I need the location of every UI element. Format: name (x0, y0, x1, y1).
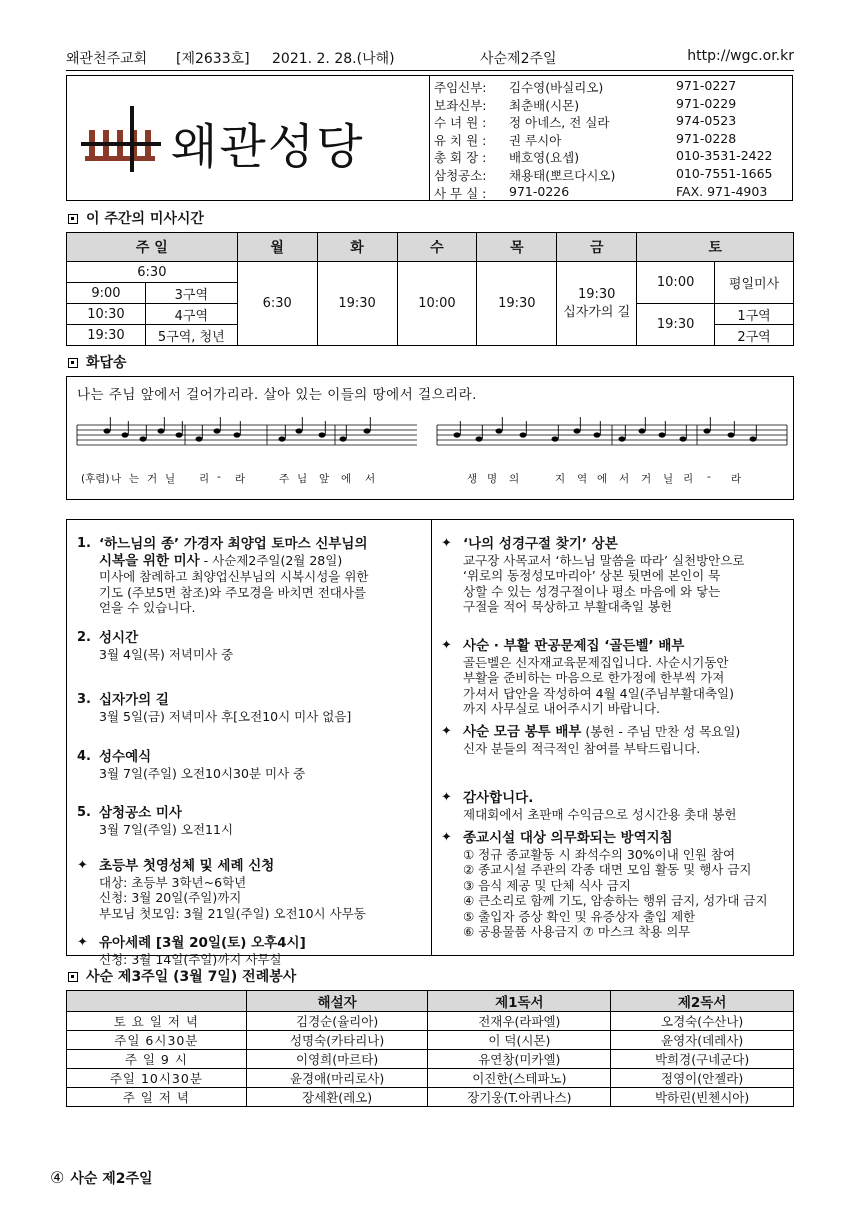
notice-line: 3월 7일(주일) 오전10시30분 미사 중 (99, 765, 306, 781)
issue-number: [제2633호] (176, 51, 250, 67)
notice-line: 상할 수 있는 성경구절이나 평소 마음에 와 닿는 (463, 583, 721, 599)
psalm-lyric-syllable: 리 (683, 473, 694, 485)
notice-title: ‘하느님의 종’ 가경자 최양업 토마스 신부님의 (99, 536, 368, 552)
contact-phone: 971-0228 (676, 130, 737, 146)
notice-item (77, 536, 422, 616)
psalm-lyric-syllable: (후렴) (81, 473, 110, 485)
liturgy-server: 이진한(스테파노) (428, 1069, 611, 1088)
notice-bullet: 3. (77, 692, 91, 707)
psalm-lyric-syllable: 라 (235, 473, 246, 485)
contact-name: 김수영(바실리오) (509, 80, 604, 95)
saturday-note: 2구역 (715, 325, 794, 346)
day-sunday: 주 일 (67, 233, 238, 262)
notice-title-2: 시복을 위한 미사 (99, 552, 200, 569)
psalm-lyric-syllable: 지 (555, 473, 566, 485)
liturgy-mass-time: 주 일 9 시 (67, 1050, 247, 1069)
psalm-lyric-syllable: 에 (341, 473, 352, 485)
notice-line: 까지 사무실로 내어주시기 바랍니다. (463, 701, 661, 716)
psalm-box (66, 376, 794, 500)
psalm-lyric-syllable: 라 (731, 473, 742, 485)
notice-title: 초등부 첫영성체 및 세례 신청 (99, 858, 275, 874)
psalm-lyric-syllable: 에 (597, 473, 608, 485)
notice-line: 구절을 적어 묵상하고 부활대축일 봉헌 (463, 599, 673, 614)
liturgy-table (66, 990, 794, 1107)
saturday-note: 평일미사 (715, 262, 794, 304)
notice-item (77, 630, 422, 662)
psalm-lyric-syllable: 는 (129, 473, 140, 485)
notice-title: 성시간 (99, 630, 139, 646)
liturgy-server: 이영희(마르타) (246, 1050, 428, 1069)
liturgy-row (67, 1088, 794, 1107)
notice-bullet: 4. (77, 749, 91, 764)
liturgy-server: 오경숙(수산나) (611, 1012, 794, 1031)
liturgy-row (67, 1050, 794, 1069)
liturgy-mass-time: 주일 10시30분 (67, 1069, 247, 1088)
section-square-icon (68, 358, 78, 368)
contact-role: 유 치 원 : (434, 132, 487, 148)
liturgy-server: 유연창(미카엘) (428, 1050, 611, 1069)
notice-line: 신청: 3월 20일(주일)까지 (99, 890, 242, 905)
contact-name: 정 아네스, 전 실라 (509, 115, 610, 131)
psalm-lyric-syllable: 나 (111, 473, 122, 485)
psalm-lyric-syllable: 닐 (165, 473, 176, 485)
thursday-time: 19:30 (477, 262, 557, 346)
notice-line: 골든벨은 신자재교육문제집입니다. 사순시기동안 (463, 654, 729, 670)
notice-item (441, 638, 786, 717)
psalm-text: 나는 주님 앞에서 걸어가리라. 살아 있는 이들의 땅에서 걸으리라. (77, 387, 477, 403)
parish-url[interactable]: http://wgc.or.kr (687, 48, 794, 64)
notice-title: 유아세례 [3월 20일(토) 오후4시] (99, 935, 306, 951)
notice-title: ‘나의 성경구절 찾기’ 상본 (463, 536, 618, 552)
notice-title: 사순 모금 봉투 배부 (463, 724, 582, 740)
bulletin-header (66, 48, 794, 71)
issue-date: 2021. 2. 28.(나해) (272, 51, 395, 67)
notice-item (441, 724, 786, 756)
notice-line: ② 종교시설 주관의 각종 대면 모임 활동 및 행사 금지 (463, 862, 752, 877)
liturgy-server: 성명숙(카타리나) (246, 1031, 428, 1050)
psalm-lyric-syllable: - (217, 471, 221, 483)
notice-title-tail: - 사순제2주일(2월 28일) (199, 552, 343, 568)
notice-bullet: ✦ (77, 935, 88, 950)
psalm-lyric-syllable: 주 (279, 473, 290, 485)
contact-phone: FAX. 971-4903 (676, 183, 768, 199)
wednesday-time: 10:00 (397, 262, 477, 346)
notice-title-tail: (봉헌 - 주님 만찬 성 목요일) (581, 724, 741, 739)
parish-logo (67, 76, 430, 200)
liturgy-header-reading2: 제2독서 (611, 991, 794, 1012)
notice-item (77, 935, 422, 967)
liturgy-mass-time: 주 일 저 녁 (67, 1088, 247, 1107)
psalm-section-heading: 화답송 (68, 352, 127, 372)
notice-bullet: ✦ (441, 830, 452, 845)
contact-role: 주임신부: (434, 80, 487, 95)
liturgy-mass-time: 토 요 일 저 녁 (67, 1012, 247, 1031)
saturday-note: 1구역 (715, 304, 794, 325)
notice-line: ③ 음식 제공 및 단체 식사 금지 (463, 877, 631, 893)
parish-logo-text: 왜관성당 (171, 119, 365, 175)
day-friday: 금 (557, 233, 637, 262)
notice-item (77, 749, 422, 781)
contact-phone: 971-0227 (676, 78, 737, 93)
notice-line: 얻을 수 있습니다. (99, 600, 196, 615)
notice-line: 3월 7일(주일) 오전11시 (99, 821, 234, 837)
notice-title: 성수예식 (99, 749, 152, 765)
psalm-lyric-syllable: 거 (641, 473, 652, 485)
liturgy-server: 윤영자(데레사) (611, 1031, 794, 1050)
day-thursday: 목 (477, 233, 557, 262)
contact-name: 권 루시아 (509, 132, 562, 148)
page-footer (50, 1168, 153, 1188)
liturgy-server: 정영이(안젤라) (611, 1069, 794, 1088)
notice-bullet: ✦ (441, 724, 452, 739)
notices-divider (431, 520, 432, 955)
contact-name: 최춘배(시몬) (509, 97, 580, 113)
psalm-lyric-syllable: 닐 (663, 473, 674, 485)
contact-phone: 010-3531-2422 (676, 148, 773, 164)
church-logo-icon (81, 104, 161, 174)
notice-line: ⑥ 공용물품 사용금지 ⑦ 마스크 착용 의무 (463, 924, 691, 939)
contact-role: 삼청공소: (434, 168, 487, 183)
notice-bullet: ✦ (441, 638, 452, 653)
notice-item (441, 790, 786, 822)
notice-line: 교구장 사목교서 ‘하느님 말씀을 따라’ 실천방안으로 (463, 552, 745, 568)
psalm-lyric-syllable: 님 (297, 473, 308, 485)
liturgy-header-reading1: 제1독서 (428, 991, 611, 1012)
liturgy-section-heading: 사순 제3주일 (3월 7일) 전례봉사 (68, 966, 296, 986)
notice-line: 미사에 참례하고 최양업신부님의 시복시성을 위한 (99, 569, 369, 584)
footer-text: 사순 제2주일 (70, 1171, 153, 1187)
psalm-lyric-syllable: 생 (467, 473, 478, 485)
contact-role: 사 무 실 : (434, 185, 487, 201)
liturgy-row (67, 1012, 794, 1031)
notice-line: 기도 (주보5면 참조)와 주모경을 바치면 전대사를 (99, 584, 366, 600)
notice-title: 십자가의 길 (99, 692, 169, 708)
notice-title: 사순 · 부활 판공문제집 ‘골든벨’ 배부 (463, 638, 685, 654)
page-number: ④ (50, 1168, 65, 1187)
contact-role: 총 회 장 : (434, 150, 487, 166)
contact-phone: 010-7551-1665 (676, 166, 773, 181)
notice-bullet: 5. (77, 805, 91, 820)
psalm-lyric-syllable: 역 (577, 473, 588, 485)
day-tuesday: 화 (317, 233, 397, 262)
liturgy-server: 전재우(라파엘) (428, 1012, 611, 1031)
notice-line: 3월 4일(목) 저녁미사 중 (99, 646, 234, 662)
notices-box (66, 519, 794, 967)
notice-line: 가셔서 답안을 작성하여 4월 4일(주님부활대축일) (463, 685, 734, 701)
notice-bullet: 1. (77, 536, 91, 551)
sunday-time: 9:00 (67, 283, 146, 304)
section-square-icon (68, 214, 78, 224)
sunday-note: 3구역 (145, 283, 237, 304)
notice-title: 감사합니다. (463, 790, 534, 806)
notice-item (441, 830, 786, 940)
day-wednesday: 수 (397, 233, 477, 262)
parish-info-box (66, 75, 793, 201)
notice-item (77, 805, 422, 837)
notice-line: ⑤ 출입자 증상 확인 및 유증상자 출입 제한 (463, 908, 696, 924)
saturday-time: 19:30 (637, 304, 715, 346)
contact-role: 보좌신부: (434, 97, 487, 113)
liturgy-server: 김경순(율리아) (246, 1012, 428, 1031)
liturgy-server: 윤경애(마리로사) (246, 1069, 428, 1088)
notice-line: ④ 큰소리로 함께 기도, 암송하는 행위 금지, 성가대 금지 (463, 893, 768, 908)
saturday-time: 10:00 (637, 262, 715, 304)
mass-section-heading: 이 주간의 미사시간 (68, 208, 204, 228)
parish-name: 왜관천주교회 (66, 51, 148, 67)
notice-bullet: 2. (77, 630, 91, 645)
friday-time: 19:30 십자가의 길 (557, 262, 637, 346)
liturgy-server: 박희경(구네군다) (611, 1050, 794, 1069)
liturgy-server: 박하린(빈첸시아) (611, 1088, 794, 1107)
notice-line: 신자 분들의 적극적인 참여를 부탁드립니다. (463, 740, 701, 756)
liturgy-header-blank (67, 991, 247, 1012)
notice-line: 신청: 3월 14일(주일)까지 사무실 (99, 951, 282, 967)
mass-schedule-table (66, 232, 794, 346)
notice-line: ① 정규 종교활동 시 좌석수의 30%이내 인원 참여 (463, 846, 736, 862)
contact-role: 수 녀 원 : (434, 115, 487, 131)
notice-item (77, 858, 422, 921)
notice-title: 삼청공소 미사 (99, 805, 182, 821)
liturgy-header-commentator: 해설자 (246, 991, 428, 1012)
notice-line: 3월 5일(금) 저녁미사 후[오전10시 미사 없음] (99, 708, 352, 724)
sunday-time: 10:30 (67, 304, 146, 325)
notice-title: 종교시설 대상 의무화되는 방역지침 (463, 830, 673, 846)
notice-bullet: ✦ (441, 790, 452, 805)
sunday-time: 6:30 (67, 262, 238, 283)
tuesday-time: 19:30 (317, 262, 397, 346)
contact-name: 배호영(요셉) (509, 150, 580, 166)
psalm-lyric-syllable: 앞 (319, 473, 330, 485)
psalm-lyrics-line-2 (67, 471, 793, 487)
psalm-lyric-syllable: 거 (147, 473, 158, 485)
psalm-lyric-syllable: 리 (199, 473, 210, 485)
notice-bullet: ✦ (77, 858, 88, 873)
contact-phone: 971-0229 (676, 95, 737, 111)
notice-bullet: ✦ (441, 536, 452, 551)
psalm-lyric-syllable: 의 (509, 473, 520, 485)
sunday-note: 4구역 (145, 304, 237, 325)
sunday-note: 5구역, 청년 (145, 325, 237, 346)
day-saturday: 토 (637, 233, 794, 262)
contact-phone: 974-0523 (676, 113, 737, 129)
liturgy-server: 장세환(레오) (246, 1088, 428, 1107)
notice-line: 대상: 초등부 3학년~6학년 (99, 874, 247, 890)
day-monday: 월 (237, 233, 317, 262)
psalm-lyric-syllable: 서 (619, 473, 630, 485)
notice-line: 제대회에서 초판매 수익금으로 성시간용 촛대 봉헌 (463, 806, 737, 822)
contact-name: 채용태(뽀르다시오) (509, 168, 616, 183)
liturgy-server: 장기웅(T.아퀴나스) (428, 1088, 611, 1107)
psalm-lyric-syllable: 명 (487, 473, 498, 485)
notice-line: ‘위로의 동정성모마리아’ 상본 뒷면에 본인이 묵 (463, 568, 721, 583)
liturgical-season: 사순제2주일 (480, 51, 557, 67)
liturgy-server: 이 덕(시몬) (428, 1031, 611, 1050)
notice-item (77, 692, 422, 724)
psalm-lyric-syllable: - (707, 471, 711, 483)
section-square-icon (68, 972, 78, 982)
liturgy-row (67, 1031, 794, 1050)
monday-time: 6:30 (237, 262, 317, 346)
notice-line: 부활을 준비하는 마음으로 한가정에 한부씩 가져 (463, 670, 725, 685)
liturgy-mass-time: 주일 6시30분 (67, 1031, 247, 1050)
contact-name: 971-0226 (509, 183, 570, 199)
notice-item (441, 536, 786, 615)
notice-line: 부모님 첫모임: 3월 21일(주일) 오전10시 사무동 (99, 905, 366, 921)
sunday-time: 19:30 (67, 325, 146, 346)
liturgy-row (67, 1069, 794, 1088)
psalm-lyric-syllable: 서 (365, 473, 376, 485)
